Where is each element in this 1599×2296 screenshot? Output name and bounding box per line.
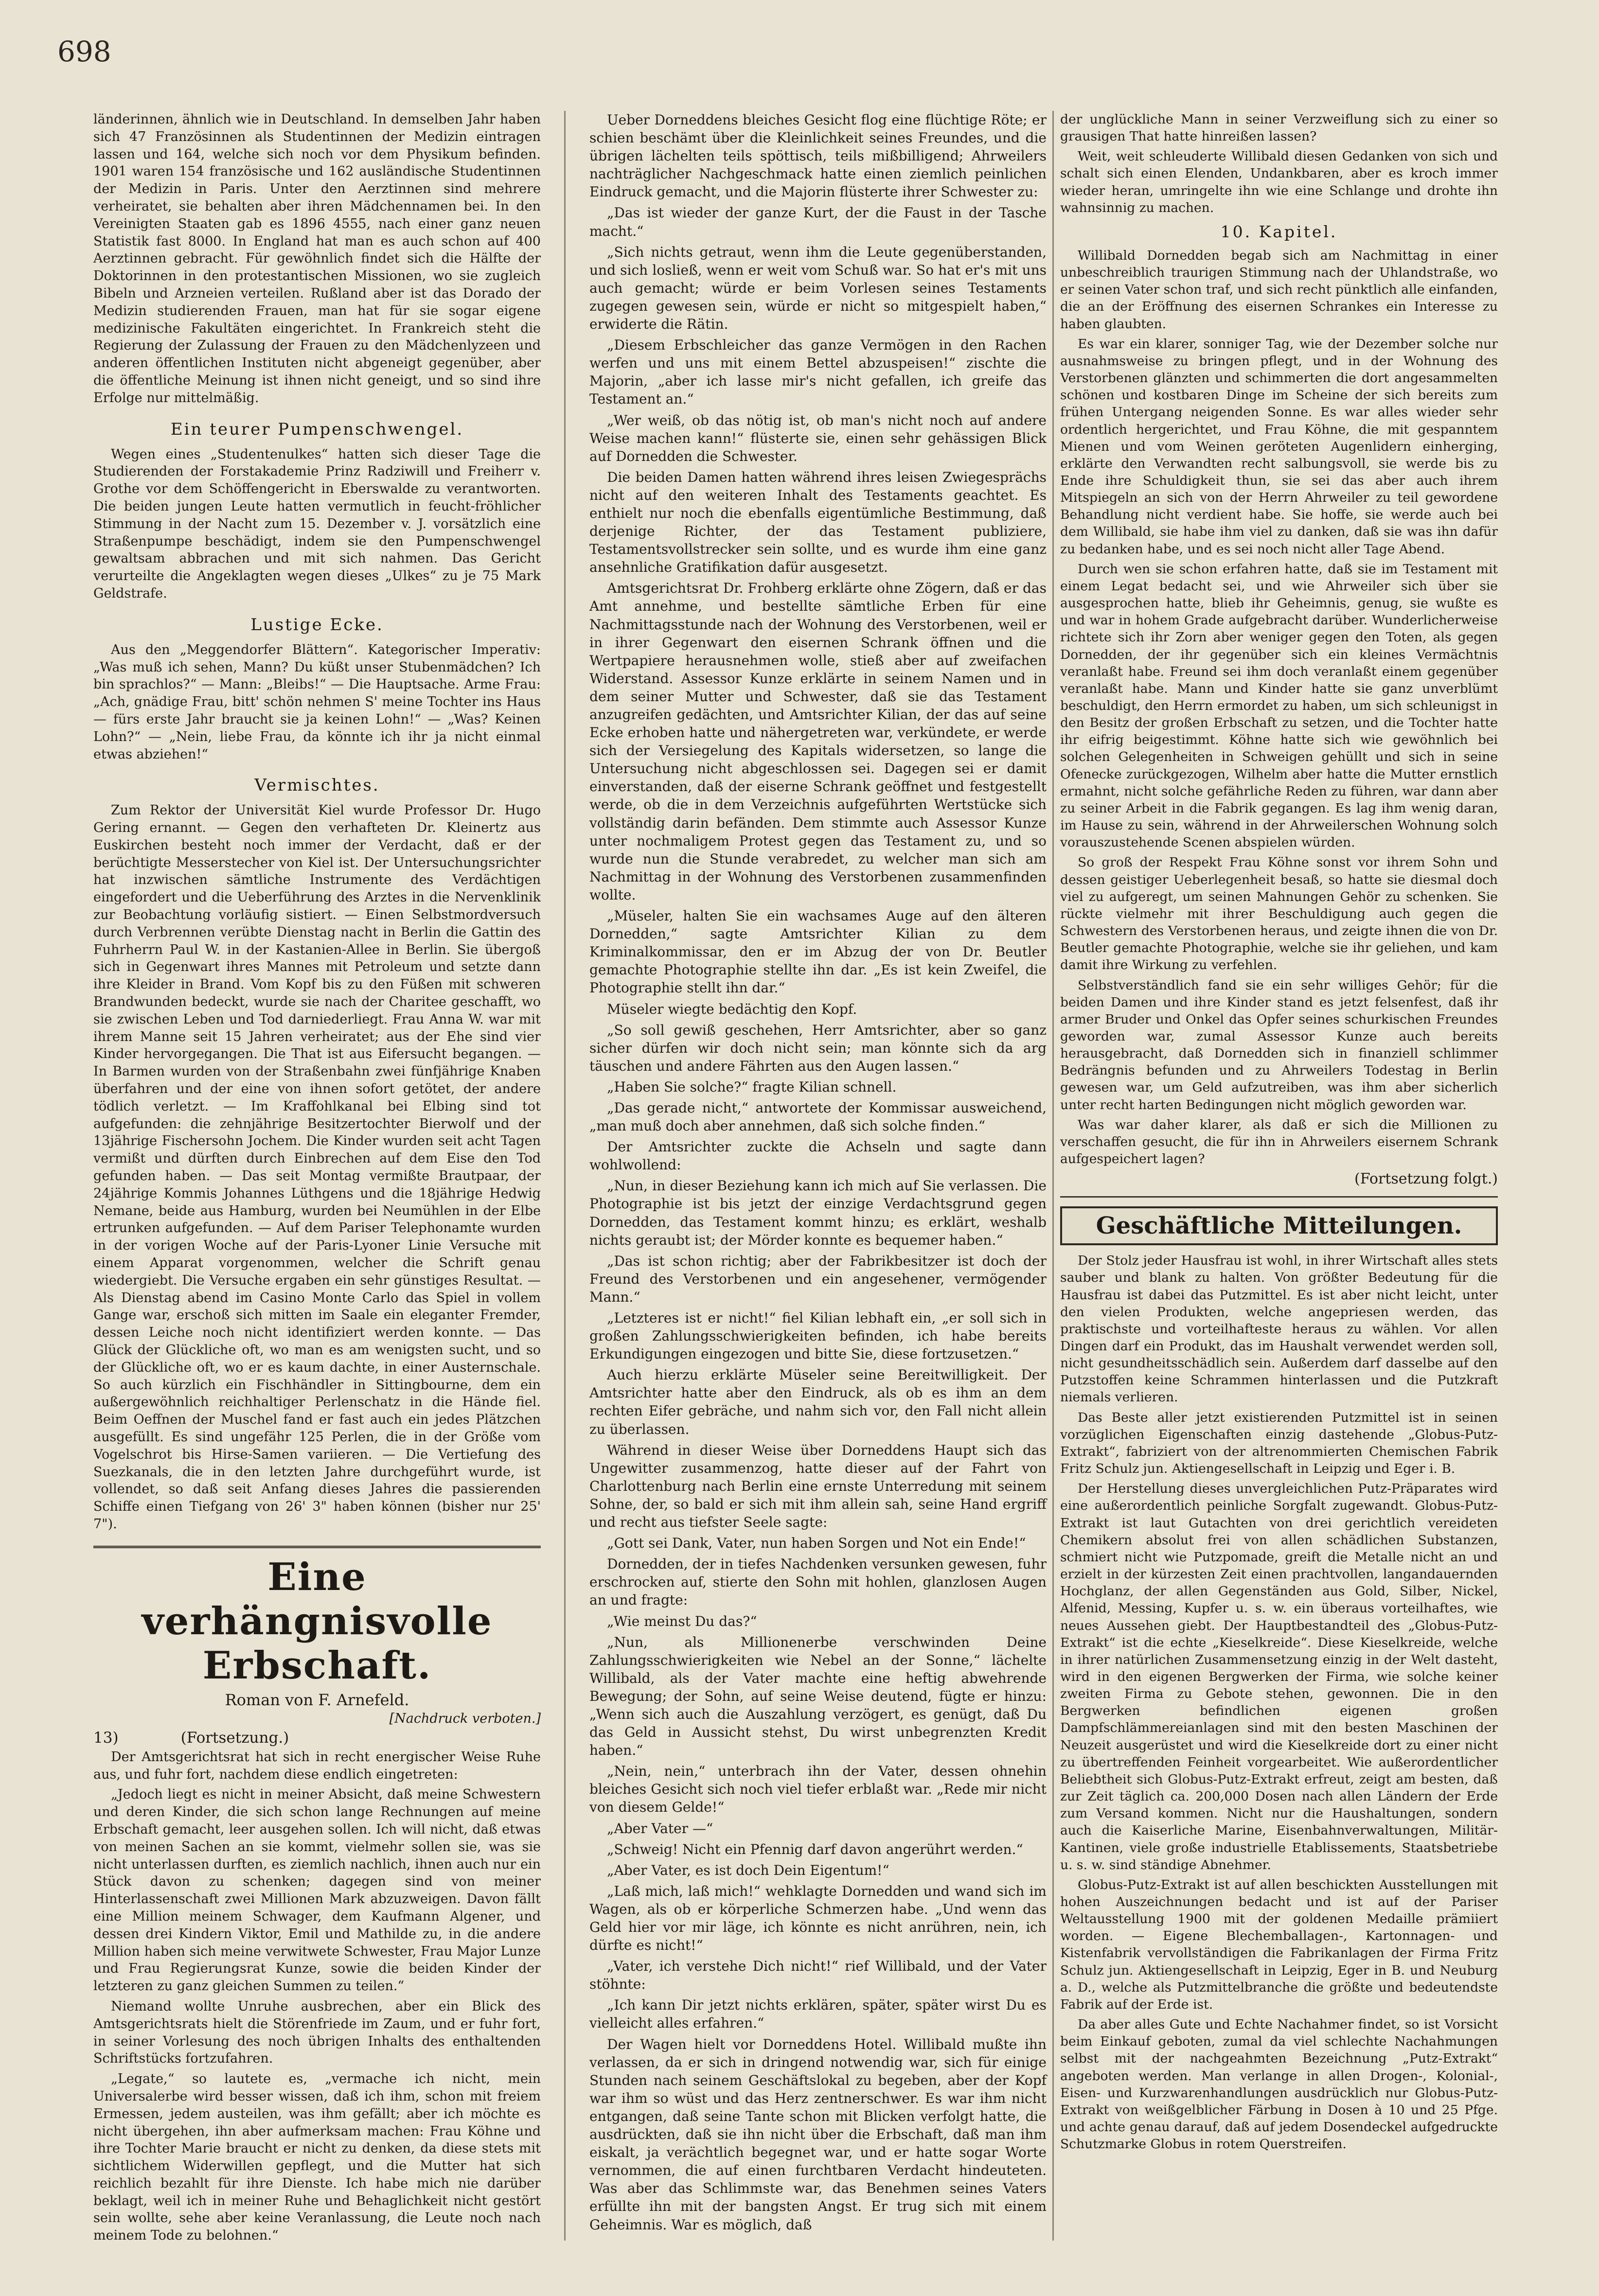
- novel-paragraph: Die beiden Damen hatten während ihres leisen Zwiegesprächs nicht auf den weiteren Inhalt des Testaments geachtet. Es enthielt nur noch die ebenfalls eigentümliche Bestimmung, daß derjenige Richter, der das Testament publiziere, Testamentsvollstrecker sein sollte, und es wurde ihm eine ganz ansehnliche Gratifikation dafür ausgesetzt.: [589, 469, 1047, 576]
- novel-paragraph: „Legate,“ so lautete es, „vermache ich nicht, mein Universalerbe wird besser wissen, daß ich ihm, schon mit freiem Ermessen, jedem austeilen, was ihm gefällt; aber ich möchte es nicht übergehen, ihn aber aufmerksam machen: Frau Köhne und ihre Tochter Marie braucht er nicht zu denken, da diese stets mit sichtlichem Widerwillen gepflegt, und die Mutter hat sich reichlich bezahlt für ihre Dienste. Ich habe mich nie darüber beklagt, weil ich in meiner Ruhe und Behaglichkeit nicht gestört sein wollte, sehe aber keine Veranlassung, die Leute noch nach meinem Tode zu belohnen.“: [93, 2071, 541, 2243]
- divider: [93, 1546, 541, 1548]
- novel-paragraph: Während in dieser Weise über Dorneddens Haupt sich das Ungewitter zusammenzog, hatte dieser auf der Fahrt von Charlottenburg nach Berlin eine ernste Unterredung mit seinem Sohne, der, so bald er sich mit ihm allein sah, seine Hand ergriff und recht aus tiefster Seele sagte:: [589, 1442, 1047, 1531]
- novel-paragraph: „Letzteres ist er nicht!“ fiel Kilian lebhaft ein, „er soll sich in großen Zahlungsschwierigkeiten befinden, ich habe bereits Erkundigungen eingezogen und bitte Sie, diese fortzusetzen.“: [589, 1310, 1047, 1362]
- chapter-heading: 10. Kapitel.: [1220, 222, 1338, 241]
- page-number: 698: [57, 35, 111, 68]
- novel-paragraph: Dornedden, der in tiefes Nachdenken versunken gewesen, fuhr erschrocken auf, stierte den Sohn mit hohlen, glanzlosen Augen an und fragte:: [589, 1556, 1047, 1608]
- novel-paragraph: Müseler wiegte bedächtig den Kopf.: [607, 1001, 857, 1017]
- novel-paragraph: Amtsgerichtsrat Dr. Frohberg erklärte ohne Zögern, daß er das Amt annehme, und bestellte sämtliche Erben für eine Nachmittagsstunde nach der Wohnung des Verstorbenen, weil er in ihrer Gegenwart den eisernen Schrank öffnen und die Wertpapiere herausnehmen wolle, stieß aber auf zweifachen Widerstand. Assessor Kunze erklärte in seinem Namen und in dem seiner Mutter und Schwester, daß sie das Testament anzugreifen gedächten, und Amtsrichter Kilian, der das auf seine Ecke erhoben hatte und nähergetreten war, verkündete, er werde sich der Versiegelung des Kapitals widersetzen, so lange die Untersuchung nicht abgeschlossen sei. Dagegen sei er damit einverstanden, daß der eiserne Schrank geöffnet und festgestellt werde, ob die in dem Verzeichnis aufgeführten Wertstücke sich vollständig darin befänden. Dem stimmte auch Assessor Kunze unter nochmaligem Protest gegen das Testament zu, und so wurde nun die Stunde verabredet, zu welcher man sich am Nachmittag in der Wohnung des Verstorbenen zusammenfinden wollte.: [589, 580, 1047, 903]
- novel-paragraph: „Vater, ich verstehe Dich nicht!“ rief Willibald, und der Vater stöhnte:: [589, 1958, 1047, 1993]
- section-heading: Vermischtes.: [254, 776, 380, 795]
- fortsetzung-label: (Fortsetzung.): [180, 1729, 289, 1747]
- business-notices-heading: Geschäftliche Mitteilungen.: [1060, 1206, 1498, 1245]
- novel-paragraph: „Diesem Erbschleicher das ganze Vermögen in den Rachen werfen und uns mit einem Bettel abzuspeisen!“ zischte die Majorin, „aber ich lasse mir's nicht gefallen, ich greife das Testament an.“: [589, 337, 1047, 407]
- novel-paragraph: „Nein, nein,“ unterbrach ihn der Vater, dessen ohnehin bleiches Gesicht sich noch viel tiefer erblaßt war. „Rede mir nicht von diesem Gelde!“: [589, 1763, 1047, 1816]
- novel-byline: Roman von F. Arnefeld.: [225, 1690, 409, 1709]
- novel-paragraph: „Laß mich, laß mich!“ wehklagte Dornedden und wand sich im Wagen, als ob er körperliche Schmerzen habe. „Und wenn das Geld hier vor mir läge, ich könnte es nicht anrühren, nein, ich dürfte es nicht!“: [589, 1883, 1047, 1954]
- novel-paragraph: So groß der Respekt Frau Köhne sonst vor ihrem Sohn und dessen geistiger Ueberlegenheit besaß, so hatte sie diesmal doch viel zu aufgeregt, um seinen Mahnungen Gehör zu schenken. Sie rückte vielmehr mit ihrer Beschuldigung auch gegen die Schwestern des Verstorbenen heraus, und zeigte ihnen die von Dr. Beutler gemachte Photographie, welche sie ihr geliehen, und kam damit ihre Wirkung zu verfehlen.: [1060, 855, 1498, 973]
- novel-paragraph: Auch hierzu erklärte Müseler seine Bereitwilligkeit. Der Amtsrichter hatte aber den Eindruck, als ob es ihm an dem rechten Eifer gebräche, und nahm sich vor, den Fall nicht allein zu überlassen.: [589, 1367, 1047, 1437]
- novel-paragraph: Niemand wollte Unruhe ausbrechen, aber ein Blick des Amtsgerichtsrats hielt die Störenfriede im Zaum, und er fuhr fort, in seiner Vorlesung des noch übrigen Inhalts des enthaltenden Schriftstücks fortzufahren.: [93, 1998, 541, 2066]
- column-rule: [564, 111, 566, 2241]
- novel-paragraph: Es war ein klarer, sonniger Tag, wie der Dezember solche nur ausnahmsweise zu bringen pflegt, und in der Wohnung des Verstorbenen glänzten und schimmerten die dort angesammelten schönen und kostbaren Dinge im Scheine der sich bereits zum frühen Untergang neigenden Sonne. Es war alles wieder sehr ordentlich hergerichtet, und Frau Köhne, die mit gespanntem Mienen und vom Weinen geröteten Augenlidern einherging, erklärte den Verwandten recht salbungsvoll, sie werde bis zu Ende ihre Schuldigkeit thun, sie sei das aber auch ihrem Mitspiegeln an sich von der Herrn Ahrweiler zu teil gewordene Behandlung nicht verdient habe. Sie hoffe, sie werde auch bei dem Willibald, sie habe ihm viel zu danken, daß sie was ihn dafür zu bedanken habe, und es sei noch nicht aller Tage Abend.: [1060, 336, 1498, 557]
- novel-paragraph: Der Amtsgerichtsrat hat sich in recht energischer Weise Ruhe aus, und fuhr fort, nachdem diese endlich eingetreten:: [93, 1749, 541, 1782]
- divider: [1060, 1196, 1498, 1198]
- column-1: [93, 111, 541, 2247]
- notice-paragraph: Der Herstellung dieses unvergleichlichen Putz-Präparates wird eine außerordentlich peinliche Sorgfalt zugewandt. Globus-Putz-Extrakt ist laut Gutachten von drei gerichtlich vereideten Chemikern absolut frei von allen schädlichen Substanzen, schmiert nicht wie Putzpomade, greift die Metalle nicht an und erzielt in der kürzesten Zeit einen prachtvollen, langandauernden Hochglanz, der allen Gegenständen aus Gold, Silber, Nickel, Alfenid, Messing, Kupfer u. s. w. ein überaus vorteilhaftes, wie neues Aussehen giebt. Der Hauptbestandteil des „Globus-Putz-Extrakt“ ist die echte „Kieselkreide“. Diese Kieselkreide, welche in ihrer natürlichen Zusammensetzung einzig in der Welt dasteht, wird in den eigenen Bergwerken der Firma, wie solche keiner zweiten Firma zu Gebote stehen, gewonnen. Die in den Bergwerken befindlichen eigenen großen Dampfschlämmereianlagen sind mit den besten Maschinen der Neuzeit ausgerüstet und wird die Kieselkreide dort zu einer nicht zu übertreffenden Feinheit vorgearbeitet. Wie außerordentlicher Beliebtheit sich Globus-Putz-Extrakt erfreut, zeigt am besten, daß zur Zeit täglich ca. 200,000 Dosen nach allen Ländern der Erde zum Versand kommen. Nicht nur die Haushaltungen, sondern auch die Kaiserliche Marine, Eisenbahnverwaltungen, Militär-Kantinen, viele große industrielle Etablissements, Staatsbetriebe u. s. w. sind ständige Abnehmer.: [1060, 1481, 1498, 1872]
- novel-paragraph: „Schweig! Nicht ein Pfennig darf davon angerührt werden.“: [607, 1841, 1023, 1857]
- novel-paragraph: „Jedoch liegt es nicht in meiner Absicht, daß meine Schwestern und deren Kinder, die sich schon lange Rechnungen auf meine Erbschaft gemacht, leer ausgehen sollen. Ich will nicht, daß etwas von meinen Sachen an sie kommt, vielmehr sollen sie, was sie nicht unterlassen durften, es ziemlich nachlich, ihnen auch nur ein Stück davon zu schenken; dagegen sind von meiner Hinterlassenschaft zwei Millionen Mark abzuzweigen. Davon fällt eine Million meinem Schwager, dem Kaufmann Algener, und dessen drei Kindern Viktor, Emil und Mathilde zu, in die andere Million haben sich meine verwitwete Schwester, Frau Major Lunze und Frau Regierungsrat Kunze, sowie die beiden Kinder der letzteren zu ganz gleichen Summen zu teilen.“: [93, 1787, 541, 1994]
- rights-notice: [Nachdruck verboten.]: [389, 1711, 541, 1726]
- novel-paragraph: Willibald Dornedden begab sich am Nachmittag in einer unbeschreiblich traurigen Stimmung nach der Uhlandstraße, wo er seinen Vater schon traf, und sich recht pünktlich alle einfanden, die an der Eröffnung des eisernen Schrankes ein Interesse zu haben glaubten.: [1060, 247, 1498, 332]
- novel-paragraph: „Aber Vater, es ist doch Dein Eigentum!“: [607, 1862, 889, 1878]
- novel-paragraph: Selbstverständlich fand sie ein sehr williges Gehör; für die beiden Damen und ihre Kinder stand es jetzt felsenfest, daß ihr armer Bruder und Onkel das Opfer seines schurkischen Freundes geworden war, zumal Assessor Kunze auch bereits herausgebracht, daß Dornedden sich in finanziell schlimmer Bedrängnis befunden und zu Ahrweilers Todestag in Berlin gewesen war, um Geld aufzutreiben, was ihm aber sicherlich unter recht harten Bedingungen nicht möglich geworden war.: [1060, 977, 1498, 1113]
- novel-paragraph: „Sich nichts getraut, wenn ihm die Leute gegenüberstanden, und sich losließ, wenn er weit vom Schuß war. So hat er's mit uns auch gemacht; würde er beim Vorlesen seines Testaments zugegen gewesen sein, würde er nicht so mitgespielt haben,“ erwiderte die Rätin.: [589, 244, 1047, 333]
- column-2: [589, 111, 1047, 2237]
- notice-paragraph: Das Beste aller jetzt existierenden Putzmittel ist in seinen vorzüglichen Eigenschaften einzig dastehende „Globus-Putz-Extrakt“, fabriziert von der altrenommierten Chemischen Fabrik Fritz Schulz jun. Aktiengesellschaft in Leipzig und Eger i. B.: [1060, 1410, 1498, 1477]
- novel-paragraph: „Haben Sie solche?“ fragte Kilian schnell.: [607, 1078, 897, 1095]
- column-3: [1060, 111, 1498, 2155]
- novel-paragraph: Durch wen sie schon erfahren hatte, daß sie im Testament mit einem Legat bedacht sei, und wie Ahrweiler sich über sie ausgesprochen hatte, blieb ihr Geheimnis, genug, sie wußte es und war in hohem Grade aufgebracht darüber. Wunderlicherweise richtete sich ihr Zorn aber weniger gegen den Toten, als gegen Dornedden, der ihr gegenüber sich ein kleines Vermächtnis veranlaßt habe. Freund sei ihm doch veranlaßt einem gegenüber veranlaßt habe. Mann und Kinder hatte sie ganz unverblümt beschuldigt, den Herrn ermordet zu haben, um sich schleunigst in den Besitz der großen Erbschaft zu setzen, und die Tochter hatte ihr eifrig beigestimmt. Köhne hatte sich wie gewöhnlich bei solchen Gelegenheiten in Schweigen gehüllt und sich in seine Ofenecke zurückgezogen, Wilhelm aber hatte die Mutter ernstlich ermahnt, nicht solche gefährliche Reden zu führen, war dann aber zu seiner Arbeit in die Fabrik gegangen. Es lag ihm wenig daran, im Hause zu sein, während in der Ahrweilerschen Wohnung solch vorauszustehende Scenen abspielen würden.: [1060, 561, 1498, 850]
- novel-paragraph: „Gott sei Dank, Vater, nun haben Sorgen und Not ein Ende!“: [607, 1535, 1026, 1552]
- article-paragraph: Aus den „Meggendorfer Blättern“. Kategorischer Imperativ: „Was muß ich sehen, Mann? Du küßt unser Stubenmädchen? Ich bin sprachlos?“ — Mann: „Bleibs!“ — Die Hauptsache. Arme Frau: „Ach, gnädige Frau, bitt' schön nehmen S' meine Tochter ins Haus — fürs erste Jahr braucht sie ja keinen Lohn!“ — „Was? Keinen Lohn?“ — „Nein, liebe Frau, da könnte ich ihr ja nicht einmal etwas abziehen!“: [93, 642, 541, 762]
- novel-paragraph: „Das gerade nicht,“ antwortete der Kommissar ausweichend, „man muß doch aber annehmen, daß sich solche finden.“: [589, 1099, 1047, 1134]
- novel-paragraph: Ueber Dorneddens bleiches Gesicht flog eine flüchtige Röte; er schien beschämt über die Kleinlichkeit seines Freundes, und die übrigen lächelten teils spöttisch, teils mißbilligend; Ahrweilers nachträglicher Nachgeschmack hatte einen ziemlich peinlichen Eindruck gemacht, und die Majorin flüsterte ihrer Schwester zu:: [589, 112, 1047, 200]
- article-paragraph: Wegen eines „Studentenulkes“ hatten sich dieser Tage die Studierenden der Forstakademie Prinz Radziwill und Freiherr v. Grothe vor dem Schöffengericht in Eberswalde zu verantworten. Die beiden jungen Leute hatten vermutlich in feucht-fröhlicher Stimmung in der Nacht zum 15. Dezember v. J. vorsätzlich eine Straßenpumpe beschädigt, indem sie den Pumpenschwengel gewaltsam abbrachen und mit sich nahmen. Das Gericht verurteilte die Angeklagten wegen dieses „Ulkes“ zu je 75 Mark Geldstrafe.: [93, 446, 541, 601]
- notice-paragraph: Da aber alles Gute und Echte Nachahmer findet, so ist Vorsicht beim Einkauf geboten, zumal da viel schlechte Nachahmungen selbst mit der nachgeahmten Bezeichnung „Putz-Extrakt“ angeboten werden. Man verlange in allen Drogen-, Kolonial-, Eisen- und Kurzwarenhandlungen ausdrücklich nur Globus-Putz-Extrakt von weißgelblicher Färbung in Dosen à 10 und 25 Pfge. und achte genau darauf, daß auf jedem Dosendeckel aufgedruckte Schutzmarke Globus in rotem Querstreifen.: [1060, 2017, 1498, 2152]
- novel-paragraph: Der Amtsrichter zuckte die Achseln und sagte dann wohlwollend:: [589, 1139, 1047, 1173]
- novel-paragraph: „Nun, in dieser Beziehung kann ich mich auf Sie verlassen. Die Photographie ist bis jetzt der einzige Verdachtsgrund gegen Dornedden, das Testament kommt hinzu; es erklärt, weshalb nichts geraubt ist; der Mörder konnte es bequemer haben.“: [589, 1178, 1047, 1248]
- article-paragraph: Zum Rektor der Universität Kiel wurde Professor Dr. Hugo Gering ernannt. — Gegen den verhafteten Dr. Kleinertz aus Euskirchen besteht noch immer der Verdacht, daß er der berüchtigte Messerstecher von Kiel ist. Der Untersuchungsrichter hat inzwischen sämtliche Instrumente des Verdächtigen eingefordert und die Ueberführung des Arztes in die Nervenklinik zur Beobachtung vorläufig sistiert. — Einen Selbstmordversuch durch Verbrennen verübte Dienstag nacht in Berlin die Gattin des Fuhrherrn Paul W. in der Kastanien-Allee in Berlin. Sie übergoß sich in Gegenwart ihres Mannes mit Petroleum und setzte dann ihre Kleider in Brand. Vom Kopf bis zu den Füßen mit schweren Brandwunden bedeckt, wurde sie nach der Charitee geschafft, wo sie zwischen Leben und Tod darniederliegt. Frau Anna W. war mit ihrem Manne seit 15 Jahren verheiratet; aus der Ehe sind vier Kinder hervorgegangen. Die That ist aus Eifersucht begangen. — In Barmen wurden von der Straßenbahn zwei fünfjährige Knaben überfahren und der eine von ihnen sofort getötet, der andere tödlich verletzt. — Im Kraffohlkanal bei Elbing sind tot aufgefunden: die zehnjährige Besitzertochter Bierwolf und der 13jährige Fischersohn Jochem. Die Kinder wurden seit acht Tagen vermißt und dürften durch Einbrechen auf dem Eise den Tod gefunden haben. — Das seit Montag vermißte Brautpaar, der 24jährige Kommis Johannes Lüthgens und die 18jährige Hedwig Nemane, beide aus Hamburg, wurden bei Neumühlen in der Elbe ertrunken aufgefunden. — Auf dem Pariser Telephonamte wurden in der vorigen Woche auf der Paris-Lyoner Linie Versuche mit einem Apparat vorgenommen, welcher die Schrift genau wiedergiebt. Die Versuche ergaben ein sehr günstiges Resultat. — Als Dienstag abend im Casino Monte Carlo das Spiel in vollem Gange war, erschoß sich mitten im Saale ein eleganter Fremder, dessen Leiche noch nicht identifiziert werden konnte. — Das Glück der Glückliche oft, wo man es am wenigsten sucht, und so der Glückliche oft, wo er es kaum dachte, in einer Austernschale. So auch kürzlich ein Fischhändler in Sittingbourne, dem ein außergewöhnlich reichhaltiger Perlenschatz in die Hände fiel. Beim Oeffnen der Muschel fand er fast auch ein jedes Plätzchen ausgefüllt. Es sind ungefähr 125 Perlen, die in der Größe vom Vogelschrot bis Hirse-Samen variieren. — Die Vertiefung des Suezkanals, die in den letzten Jahre durchgeführt wurde, ist vollendet, so daß seit Anfang dieses Jahres die passierenden Schiffe einen Tiefgang von 26' 3" haben können (bisher nur 25' 7").: [93, 803, 541, 1532]
- column-rule: [1052, 111, 1054, 2241]
- novel-paragraph: „Wie meinst Du das?“: [607, 1613, 757, 1629]
- notice-paragraph: Der Stolz jeder Hausfrau ist wohl, in ihrer Wirtschaft alles stets sauber und blank zu halten. Von größter Bedeutung für die Hausfrau ist dabei das Putzmittel. Es ist aber nicht leicht, unter den vielen Produkten, welche angepriesen werden, das praktischste und vorteilhafteste heraus zu wählen. Vor allen Dingen darf ein Produkt, das im Haushalt verwendet werden soll, nicht gesundheitsschädlich sein. Außerdem darf dasselbe auf den Putzstoffen keine Schrammen hinterlassen und die Putzkraft niemals verlieren.: [1060, 1253, 1498, 1405]
- novel-paragraph: „Müseler, halten Sie ein wachsames Auge auf den älteren Dornedden,“ sagte Amtsrichter Kilian zu dem Kriminalkommissar, den er im Abzug der von Dr. Beutler gemachte Photographie stellte ihn dar. „Es ist kein Zweifel, die Photographie stellt ihn dar.“: [589, 908, 1047, 996]
- article-paragraph: länderinnen, ähnlich wie in Deutschland. In demselben Jahr haben sich 47 Französinnen als Studentinnen der Medizin eintragen lassen und 164, welche sich noch vor dem Physikum befinden. 1901 waren 154 französische und 162 ausländische Studentinnen der Medizin in Paris. Unter den Aerztinnen sind mehrere verheiratet, sie behalten aber ihren Mädchennamen bei. In den Vereinigten Staaten gab es 1896 4555, nach einer ganz neuen Statistik fast 8000. In England hat man es auch schon auf 400 Aerztinnen gebracht. Für gewöhnlich findet sich die Hälfte der Doktorinnen in den protestantischen Missionen, wo sie zugleich Bibeln und Arzneien verteilen. Rußland aber ist das Dorado der Medizin studierenden Frauen, man hat für sie sogar eigene medizinische Fakultäten eingerichtet. In Frankreich steht die Regierung der Zulassung der Frauen zu den Mädchenlyzeen und anderen öffentlichen Instituten nicht abgeneigt gegenüber, aber die öffentliche Meinung ist ihnen nicht geneigt, und so sind ihre Erfolge nur mittelmäßig.: [93, 112, 541, 406]
- novel-paragraph: „So soll gewiß geschehen, Herr Amtsrichter, aber so ganz sicher dürfen wir doch nicht sein; man könnte sich da arg täuschen und andere Fährten aus den Augen lassen.“: [589, 1022, 1047, 1074]
- novel-title: Eine verhängnisvolle Erbschaft.: [142, 1554, 493, 1688]
- section-heading: Ein teurer Pumpenschwengel.: [170, 419, 464, 439]
- novel-paragraph: Der Wagen hielt vor Dorneddens Hotel. Willibald mußte ihn verlassen, da er sich in dringend notwendig war, sich für einige Stunden nach seinem Geschäftslokal zu begeben, aber der Kopf war ihm so wüst und das Herz zentnerschwer. Es war ihm nicht entgangen, daß seine Tante schon mit Blicken verfolgt hatte, die ausdrückten, daß sie ihn nicht über die Erbschaft, daß man ihm eiskalt, ja verächtlich begegnet war, und er hatte sogar Worte vernommen, die auf einen furchtbaren Verdacht hindeuteten. Was aber das Schlimmste war, das Benehmen seines Vaters erfüllte ihn mit der bangsten Angst. Er trug sich mit einem Geheimnis. War es möglich, daß: [589, 2036, 1047, 2233]
- novel-paragraph: „Aber Vater —“: [607, 1820, 713, 1837]
- notice-paragraph: Globus-Putz-Extrakt ist auf allen beschickten Ausstellungen mit hohen Auszeichnungen bedacht und ist auf der Pariser Weltausstellung 1900 mit der goldenen Medaille prämiiert worden. — Eigene Blechemballagen-, Kartonnagen- und Kistenfabrik vervollständigen die Fabrikanlagen der Firma Fritz Schulz jun. Aktiengesellschaft in Leipzig, Eger in B. und Neuburg a. D., welche als Putzmittelbranche die größte und bedeutendste Fabrik auf der Erde ist.: [1060, 1877, 1498, 2012]
- novel-paragraph: „Das ist wieder der ganze Kurt, der die Faust in der Tasche macht.“: [589, 205, 1047, 239]
- novel-paragraph: der unglückliche Mann in seiner Verzweiflung sich zu einer so grausigen That hatte hinreißen lassen?: [1060, 112, 1498, 144]
- novel-paragraph: „Ich kann Dir jetzt nichts erklären, später, später wirst Du es vielleicht alles erfahren.“: [589, 1997, 1047, 2031]
- novel-paragraph: Weit, weit schleuderte Willibald diesen Gedanken von sich und schalt sich einen Elenden, Undankbaren, aber es kroch immer wieder heran, umringelte ihn wie eine Schlange und drohte ihn wahnsinnig zu machen.: [1060, 149, 1498, 215]
- novel-paragraph: „Das ist schon richtig; aber der Fabrikbesitzer ist doch der Freund des Verstorbenen und ein angesehener, vermögender Mann.“: [589, 1253, 1047, 1305]
- section-heading: Lustige Ecke.: [250, 615, 384, 635]
- novel-paragraph: „Wer weiß, ob das nötig ist, ob man's nicht noch auf andere Weise machen kann!“ flüsterte sie, einen sehr gehässigen Blick auf Dornedden die Schwester.: [589, 412, 1047, 464]
- installment-number: 13) (Fortsetzung.): [93, 1729, 289, 1747]
- novel-paragraph: Was war daher klarer, als daß er sich die Millionen zu verschaffen gesucht, die für ihn in Ahrweilers eisernem Schrank aufgespeichert lagen?: [1060, 1117, 1498, 1167]
- continued-note: (Fortsetzung folgt.): [1354, 1170, 1498, 1188]
- novel-paragraph: „Nun, als Millionenerbe verschwinden Deine Zahlungsschwierigkeiten wie Nebel an der Sonne,“ lächelte Willibald, als der Vater machte eine heftig abwehrende Bewegung; der Sohn, auf seine Weise deutend, fügte er hinzu: „Wenn sich auch die Auszahlung verzögert, es genügt, daß Du das Geld in Aussicht stehst, Du wirst unbegrenzten Kredit haben.“: [589, 1634, 1047, 1759]
